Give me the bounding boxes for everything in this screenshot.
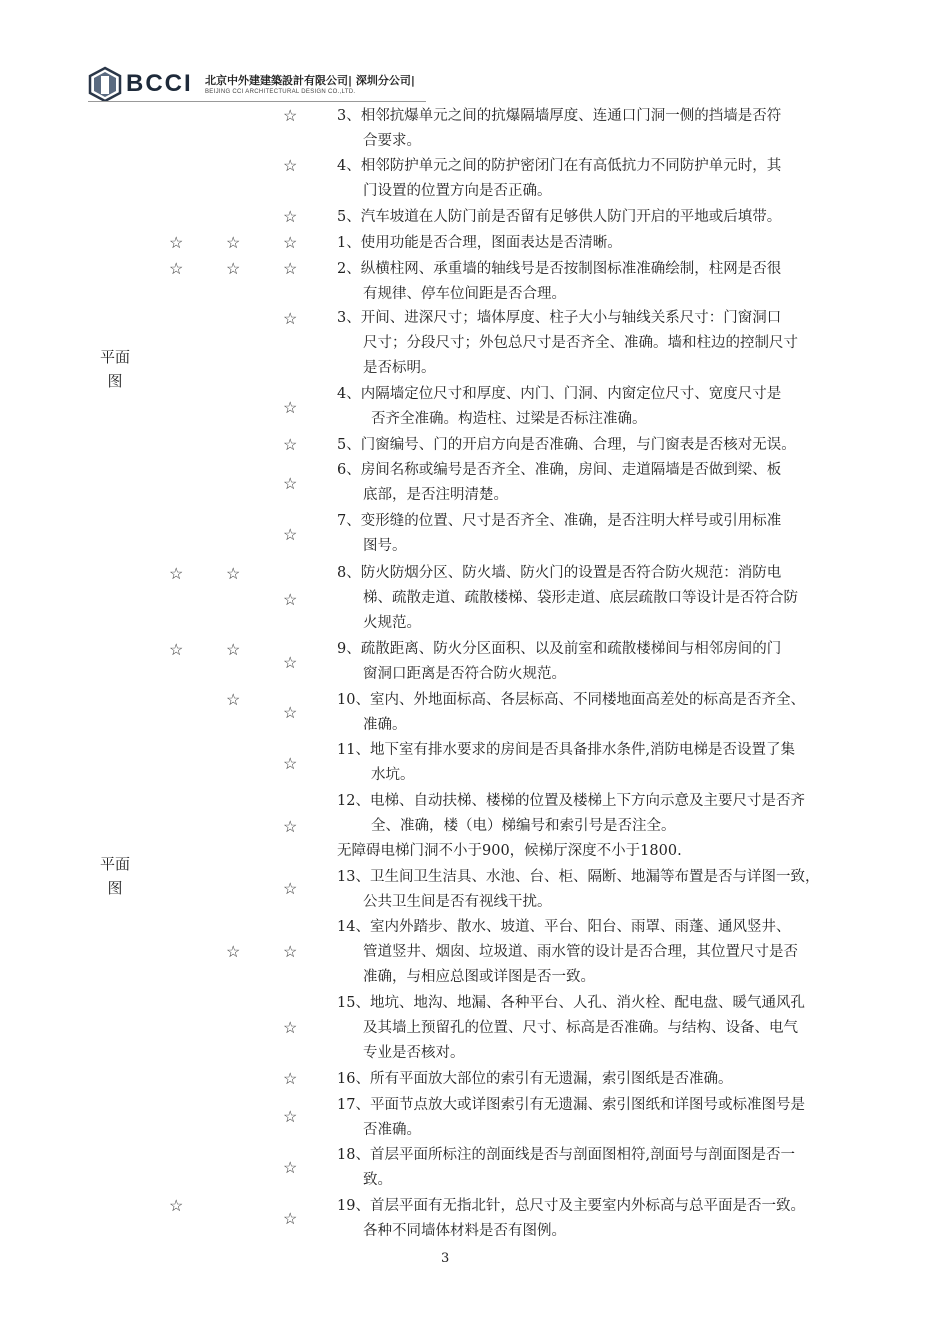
- star-icon: ☆: [283, 1158, 298, 1177]
- star-icon: ☆: [283, 1018, 298, 1037]
- section-label-floor-plan: 平面 图: [99, 348, 130, 390]
- star-icon: ☆: [283, 590, 298, 609]
- star-icon: ☆: [283, 207, 298, 226]
- letterhead: [88, 66, 428, 102]
- star-icon: ☆: [283, 435, 298, 454]
- star-icon: ☆: [226, 942, 241, 961]
- section-label-floor-plan: 平面 图: [99, 855, 130, 897]
- star-icon: ☆: [283, 942, 298, 961]
- star-icon: ☆: [169, 1196, 184, 1215]
- checklist-item: 18、首层平面所标注的剖面线是否与剖面图相符,剖面号与剖面图是否一 致。: [337, 1147, 796, 1188]
- star-icon: ☆: [283, 233, 298, 252]
- star-icon: ☆: [226, 233, 241, 252]
- checklist-item: 19、首层平面有无指北针，总尺寸及主要室内外标高与总平面是否一致。 各种不同墙体材料是否有图例。: [337, 1198, 805, 1239]
- star-icon: ☆: [283, 703, 298, 722]
- header-divider: [88, 101, 426, 102]
- star-icon: ☆: [283, 1107, 298, 1126]
- checklist-item: 5、汽车坡道在人防门前是否留有足够供人防门开启的平地或后填带。: [337, 209, 782, 225]
- checklist-item: 3、相邻抗爆单元之间的抗爆隔墙厚度、连通口门洞一侧的挡墙是否符 合要求。: [337, 108, 782, 149]
- star-icon: ☆: [226, 259, 241, 278]
- checklist-item: 8、防火防烟分区、防火墙、防火门的设置是否符合防火规范：消防电 梯、疏散走道、疏散楼梯、袋形走道、底层疏散口等设计是否符合防 火规范。: [337, 565, 798, 631]
- star-icon: ☆: [283, 653, 298, 672]
- checklist-item: 7、变形缝的位置、尺寸是否齐全、准确，是否注明大样号或引用标准 图号。: [337, 513, 782, 554]
- checklist-item: 4、内隔墙定位尺寸和厚度、内门、门洞、内窗定位尺寸、宽度尺寸是 否齐全准确。构造柱、过梁是否标注准确。: [337, 386, 782, 427]
- checklist-item: 17、平面节点放大或详图索引有无遗漏、索引图纸和详图号或标准图号是 否准确。: [337, 1097, 805, 1138]
- star-icon: ☆: [283, 754, 298, 773]
- checklist-item: 6、房间名称或编号是否齐全、准确，房间、走道隔墙是否做到梁、板 底部，是否注明清楚。: [337, 462, 782, 503]
- star-icon: ☆: [283, 309, 298, 328]
- star-icon: ☆: [226, 564, 241, 583]
- star-icon: ☆: [169, 233, 184, 252]
- star-icon: ☆: [169, 564, 184, 583]
- star-icon: ☆: [283, 1209, 298, 1228]
- star-icon: ☆: [283, 156, 298, 175]
- star-icon: ☆: [283, 525, 298, 544]
- star-icon: ☆: [283, 259, 298, 278]
- checklist-item: 16、所有平面放大部位的索引有无遗漏，索引图纸是否准确。: [337, 1071, 733, 1087]
- star-icon: ☆: [226, 640, 241, 659]
- checklist-item: 2、纵横柱网、承重墙的轴线号是否按制图标准准确绘制，柱网是否很 有规律、停车位间距是否合理。: [337, 261, 782, 302]
- star-icon: ☆: [169, 259, 184, 278]
- checklist-item: 1、使用功能是否合理，图面表达是否清晰。: [337, 235, 622, 251]
- star-icon: ☆: [283, 817, 298, 836]
- section-label-text: 平面: [99, 855, 130, 873]
- star-icon: ☆: [169, 640, 184, 659]
- company-name-en: BEIJING CCI ARCHITECTURAL DESIGN CO.,LTD.: [205, 89, 356, 95]
- star-icon: ☆: [283, 879, 298, 898]
- star-icon: ☆: [283, 474, 298, 493]
- star-icon: ☆: [283, 106, 298, 125]
- checklist-item: 9、疏散距离、防火分区面积、以及前室和疏散楼梯间与相邻房间的门 窗洞口距离是否符合防火规范。: [337, 641, 782, 682]
- checklist-item: 10、室内、外地面标高、各层标高、不同楼地面高差处的标高是否齐全、 准确。: [337, 692, 805, 733]
- checklist-item: 无障碍电梯门洞不小于900，候梯厅深度不小于1800.: [337, 843, 682, 859]
- logo-text: BCCI: [126, 70, 193, 97]
- checklist-item: 11、地下室有排水要求的房间是否具备排水条件,消防电梯是否设置了集 水坑。: [337, 742, 796, 783]
- star-icon: ☆: [283, 1069, 298, 1088]
- checklist-item: 4、相邻防护单元之间的防护密闭门在有高低抗力不同防护单元时，其 门设置的位置方向是否正确。: [337, 158, 782, 199]
- checklist-item: 14、室内外踏步、散水、坡道、平台、阳台、雨罩、雨蓬、通风竖井、 管道竖井、烟囱、垃圾道、雨水管的设计是否合理，其位置尺寸是否 准确，与相应总图或详图是否一致。: [337, 919, 798, 985]
- page-number: 3: [441, 1251, 450, 1266]
- checklist-item: 5、门窗编号、门的开启方向是否准确、合理，与门窗表是否核对无误。: [337, 437, 796, 453]
- star-icon: ☆: [226, 690, 241, 709]
- checklist-item: 3、开间、进深尺寸；墙体厚度、柱子大小与轴线关系尺寸：门窗洞口 尺寸；分段尺寸；外包总尺寸是否齐全、准确。墙和柱边的控制尺寸 是否标明。: [337, 310, 798, 376]
- checklist-item: 15、地坑、地沟、地漏、各种平台、人孔、消火栓、配电盘、暖气通风孔 及其墙上预留孔的位置、尺寸、标高是否准确。与结构、设备、电气 专业是否核对。: [337, 995, 805, 1061]
- checklist-item: 12、电梯、自动扶梯、楼梯的位置及楼梯上下方向示意及主要尺寸是否齐 全、准确，楼（电）梯编号和索引号是否注全。: [337, 793, 805, 834]
- section-label-text: 平面: [99, 348, 130, 366]
- bcci-logo-icon: [88, 66, 122, 102]
- star-icon: ☆: [283, 398, 298, 417]
- checklist-item: 13、卫生间卫生洁具、水池、台、柜、隔断、地漏等布置是否与详图一致， 公共卫生间是否有视线干扰。: [337, 869, 820, 910]
- company-name-cn: 北京中外建建築設計有限公司| 深圳分公司|: [205, 74, 415, 87]
